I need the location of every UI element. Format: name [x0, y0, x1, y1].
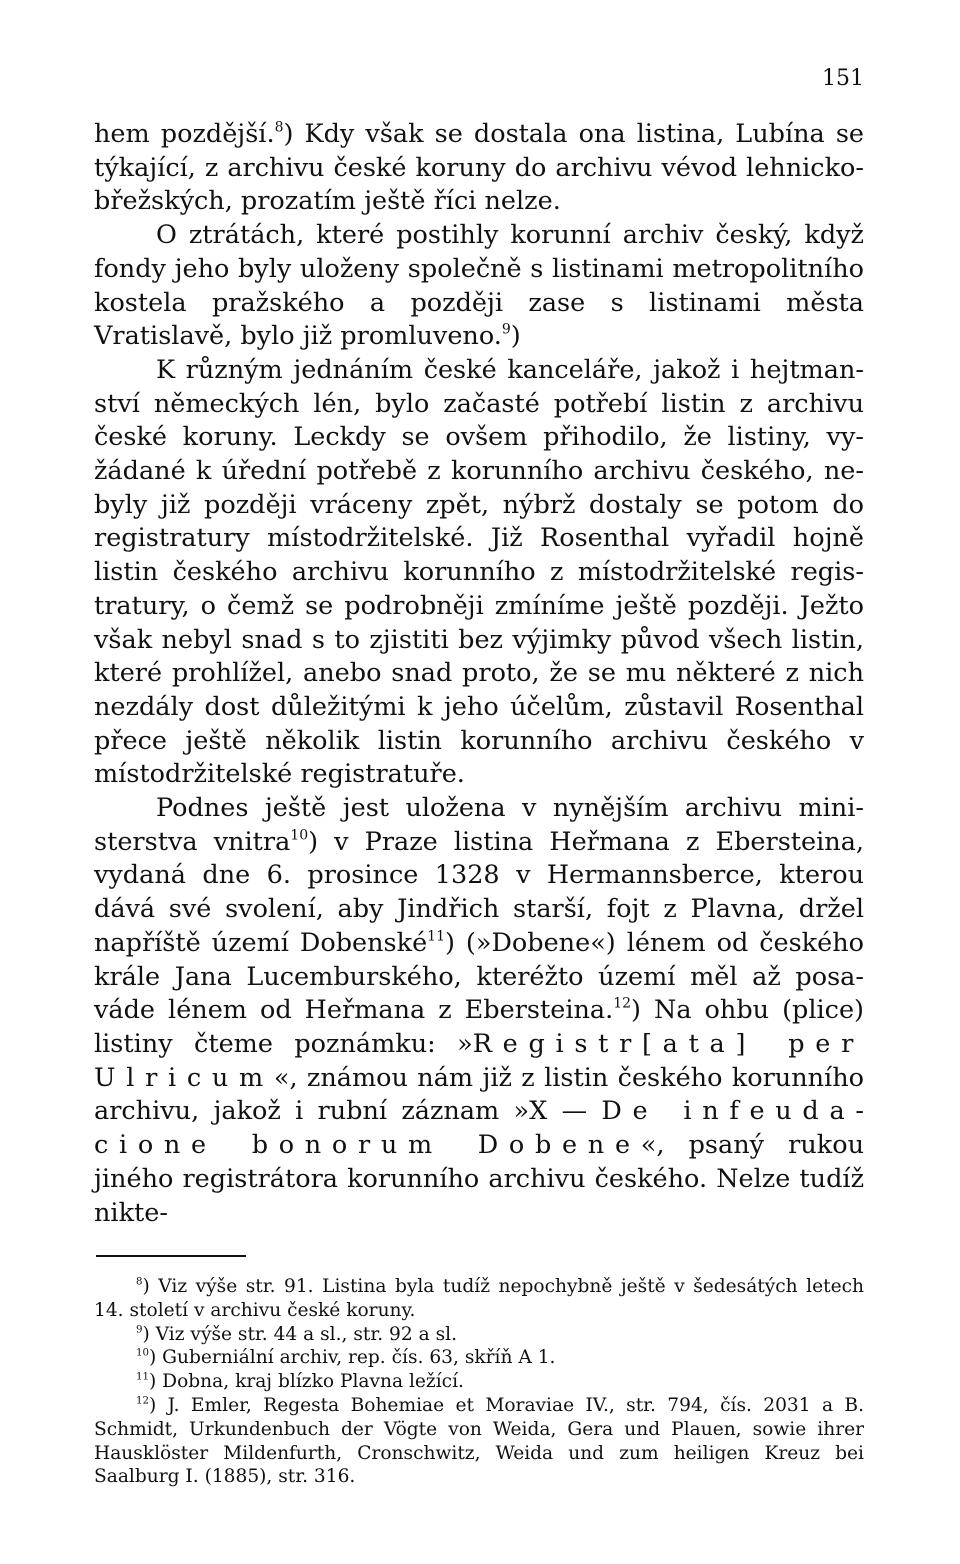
paragraph-3: K různým jednáním české kanceláře, jakož i hejtmanství německých lén, bylo začasté potřebí listin z archivu české koruny. Leckdy se ovšem přihodilo, že listiny, vyžádané k úřední potřebě z korunního archivu českého, nebyly již později vráceny zpět, nýbrž dostaly se potom do registratury místodržitelské. Již Rosenthal vyřadil hojně listin českého archivu korunního z místodržitelské registratury, o čemž se podrobněji zmíníme ještě později. Ježto však nebyl snad s to zjistiti bez výjimky původ všech listin, které prohlížel, anebo snad proto, že se mu některé z nich nezdály dost důležitými k jeho účelům, zůstavil Rosenthal přece ještě několik listin korunního archivu českého v místodržitelské registratuře.	[94, 354, 864, 790]
footnote-ref-12: 12	[613, 995, 632, 1012]
footnote-9	[94, 1323, 864, 1347]
spaced-quote-1: Registr[ata] per Ulricum	[94, 1028, 864, 1093]
paragraph-4-part-e: «, známou nám již z listin českého korunního archivu, jakož i rubní záznam »X —	[94, 1062, 864, 1127]
footnote-8	[94, 1275, 864, 1323]
footnote-12-ref: 12	[136, 1395, 150, 1407]
footnote-8-text: ) Viz výše str. 91. Listina byla tudíž nepochybně ještě v šedesátých letech 14. století v archivu české koruny.	[94, 1276, 864, 1321]
paragraph-2-rest: )	[510, 321, 521, 352]
footnote-ref-10: 10	[290, 827, 309, 844]
paragraph-1	[94, 118, 864, 219]
footnote-10-text: ) Guberniální archiv, rep. čís. 63, skříň A 1.	[149, 1347, 556, 1369]
footnote-9-ref: 9	[136, 1323, 143, 1335]
footnotes	[94, 1275, 864, 1489]
paragraph-4-part-a: Podnes ještě jest uložena v nynějším archivu ministerstva vnitra	[94, 793, 864, 857]
footnote-9-text: ) Viz výše str. 44 a sl., str. 92 a sl.	[142, 1323, 458, 1345]
footnote-11-text: ) Dobna, kraj blízko Plavna ležící.	[149, 1371, 464, 1393]
footnote-ref-9: 9	[501, 321, 511, 338]
main-text	[94, 118, 864, 1230]
footnote-10-ref: 10	[136, 1347, 150, 1359]
footnote-12-text: ) J. Emler, Regesta Bohemiae et Moraviae IV., str. 794, čís. 2031 a B. Schmidt, Urkundenbuch der Vögte von Weida, Gera und Plauen, sowie ihrer Hausklöster Mildenfurth, Cronschwitz, Weida und zum heiligen Kreuz bei Saalburg I. (1885), str. 316.	[94, 1394, 864, 1488]
page-number: 151	[822, 66, 864, 91]
spaced-quote-2: De infeudacione bonorum Dobene	[94, 1096, 864, 1161]
footnote-10	[94, 1346, 864, 1370]
footnote-12	[94, 1394, 864, 1489]
paragraph-4-part-c: ) (»Dobene«) lénem od českého krále Jana Lucemburského, kteréžto území měl až posaváde lénem od Heřmana z Ebersteina.	[94, 927, 864, 1026]
paragraph-4-part-f: «, psaný rukou jiného registrátora korunního archivu českého. Nelze tudíž nikte-	[94, 1130, 865, 1228]
footnote-11-ref: 11	[136, 1371, 150, 1383]
paragraph-1-text: hem pozdější.	[94, 119, 275, 149]
footnote-ref-8: 8	[274, 119, 284, 136]
footnote-11	[94, 1370, 864, 1394]
footnote-8-ref: 8	[136, 1276, 143, 1288]
paragraph-2	[94, 219, 864, 354]
paragraph-2-text: O ztrátách, které postihly korunní archiv český, když fondy jeho byly uloženy společně s listinami metropolitního kostela pražského a později zase s listinami města Vratislavě, bylo již promluveno.	[94, 220, 864, 352]
paragraph-4-part-d: ) Na ohbu (plice) listiny čteme poznámku: »	[94, 995, 864, 1059]
footnote-divider	[96, 1255, 246, 1257]
paragraph-1-rest: ) Kdy však se dostala ona listina, Lubína se týkající, z archivu české koruny do archivu vévod lehnicko-břežských, prozatím ještě říci nelze.	[94, 119, 864, 217]
paragraph-4	[94, 792, 864, 1230]
paragraph-4-part-b: ) v Praze listina Heřmana z Ebersteina, vydaná dne 6. prosince 1328 v Hermannsberce, kterou dává své svolení, aby Jindřich starší, fojt z Plavna, držel napříště území Dobenské	[94, 826, 865, 958]
footnote-ref-11: 11	[427, 928, 446, 945]
